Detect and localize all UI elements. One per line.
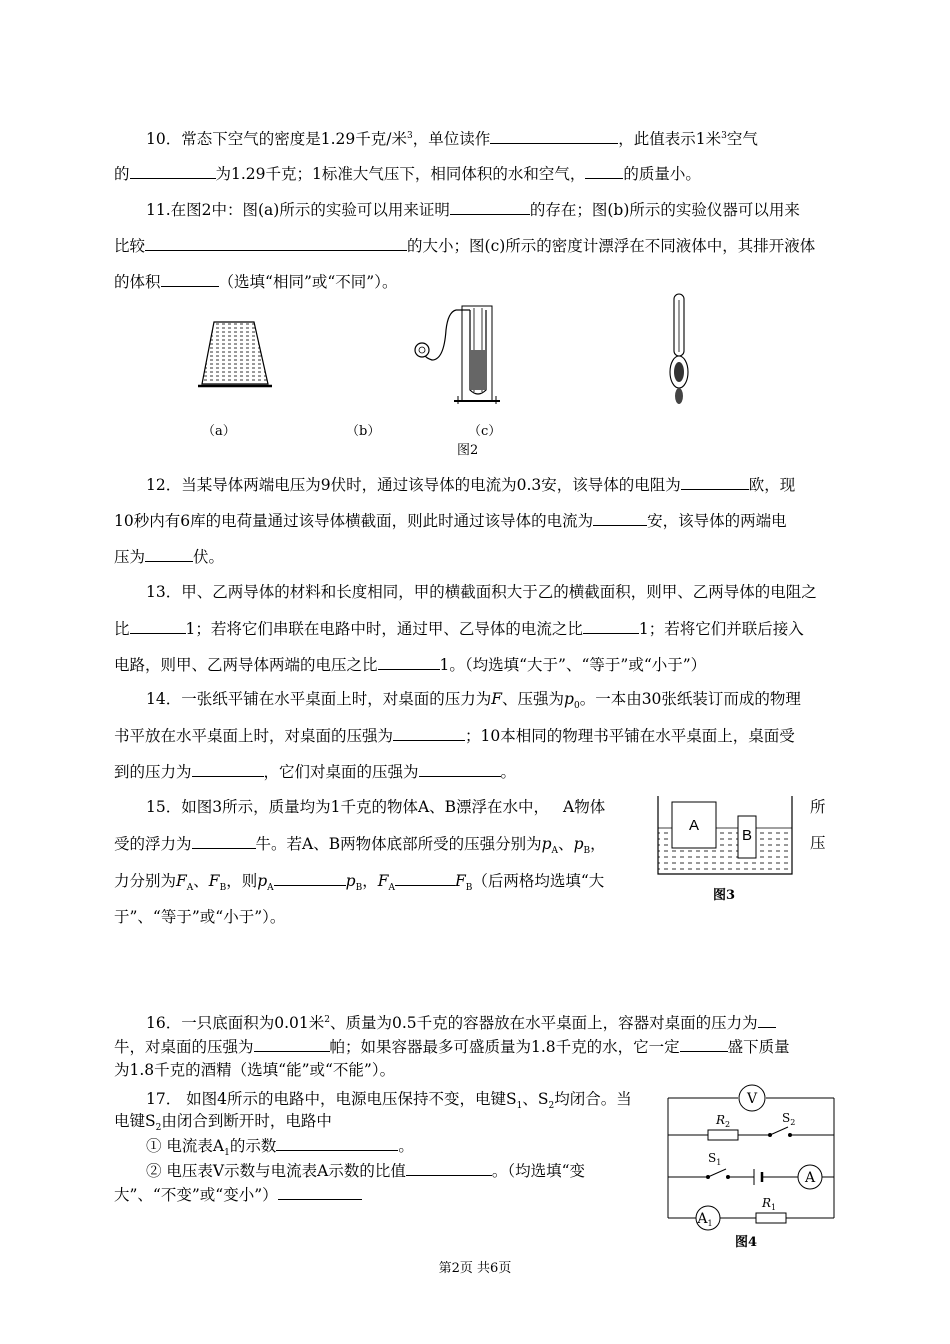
q17-line5: 大”、“不变”或“变小”） [114, 1184, 362, 1205]
answer-blank[interactable] [393, 725, 465, 741]
answer-blank[interactable] [406, 1160, 492, 1176]
s2-label: $S_2$ [782, 1111, 796, 1127]
q13-line3: 电路，则甲、乙两导体两端的电压之比 1。（均选填“大于”、“等于”或“小于”） [114, 656, 707, 674]
s1-label: $S_1$ [708, 1151, 722, 1167]
q12-line3: 压为 伏。 [114, 548, 225, 566]
answer-blank[interactable] [192, 833, 256, 849]
answer-blank[interactable] [130, 618, 186, 634]
answer-blank[interactable] [278, 1184, 362, 1200]
q14-line3: 到的压力为 ，它们对桌面的压强为 。 [114, 763, 517, 781]
q10-line2: 的 为1.29千克；1标准大气压下，相同体积的水和空气， 的质量小。 [114, 165, 701, 183]
q17-line2: 电键$S_2$由闭合到断开时，电路中 [114, 1112, 332, 1134]
figure-3-container [656, 794, 796, 878]
answer-blank[interactable] [145, 546, 193, 562]
q16-line1: 16．一只底面积为0.01米$^2$、质量为0.5千克的容器放在水平桌面上，容器对桌面的压力为 [146, 1012, 776, 1033]
figure-2b-manometer [410, 300, 520, 410]
answer-blank[interactable] [130, 163, 216, 179]
voltmeter-label: V [746, 1091, 758, 1107]
answer-blank[interactable] [161, 271, 219, 287]
q10-line1: 10．常态下空气的密度是1.29千克/米$^3$，单位读作 ，此值表示1米$^3$空气 [146, 130, 758, 148]
q13-line2: 比 1；若将它们串联在电路中时，通过甲、乙导体的电流之比 1；若将它们并联后接入 [114, 620, 804, 638]
q17-line4: ② 电压表V示数与电流表A示数的比值 。（均选填“变 [146, 1162, 586, 1180]
answer-blank[interactable] [254, 1036, 330, 1052]
q11-line2: 比较 的大小；图(c)所示的密度计漂浮在不同液体中，其排开液体 [114, 237, 816, 255]
q15-line1: 15．如图3所示，质量均为1千克的物体A、B漂浮在水中， A物体 [146, 798, 606, 816]
q16-line3: 为1.8千克的酒精（选填“能”或“不能”）。 [114, 1061, 396, 1079]
answer-blank[interactable] [276, 1135, 398, 1151]
fig3-label-a: A [688, 817, 700, 834]
fig4-title: 图4 [735, 1235, 758, 1250]
answer-blank[interactable] [583, 618, 639, 634]
answer-blank[interactable] [490, 128, 618, 144]
answer-blank[interactable] [145, 235, 407, 251]
q12-line1: 12．当某导体两端电压为9伏时，通过该导体的电流为0.3安，该导体的电阻为 欧，现 [146, 476, 796, 494]
answer-blank[interactable] [585, 163, 623, 179]
q13-line1: 13．甲、乙两导体的材料和长度相同，甲的横截面积大于乙的横截面积，则甲、乙两导体的电阻之 [146, 583, 817, 601]
answer-blank[interactable] [758, 1012, 776, 1028]
fig2-label-c: （c） [468, 424, 502, 439]
answer-blank[interactable] [450, 199, 530, 215]
q15-line4: 于”、“等于”或“小于”）。 [114, 908, 286, 926]
q15-line1-end: 所 [810, 798, 826, 816]
figure-2c-densimeter [664, 292, 694, 410]
fig2-label-b: （b） [346, 424, 381, 439]
q15-line2: 受的浮力为 牛。若A、B两物体底部所受的压强分别为$p_A$、$p_B$， [114, 835, 606, 857]
q11-line3: 的体积 （选填“相同”或“不同”）。 [114, 273, 398, 291]
answer-blank[interactable] [681, 474, 749, 490]
r1-label: $R_1$ [762, 1196, 777, 1212]
answer-blank[interactable] [274, 870, 346, 886]
ammeter-label: A [804, 1170, 816, 1186]
answer-blank[interactable] [419, 761, 501, 777]
q17-line3: ① 电流表$A_1$的示数 。 [146, 1137, 414, 1159]
q15-line3: 力分别为$F_A$、$F_B$，则$p_A$ $p_B$，$F_A$ $F_B$（后两格均选填“大 [114, 872, 605, 894]
figure-2a-container [198, 318, 278, 390]
answer-blank[interactable] [192, 761, 264, 777]
answer-blank[interactable] [593, 510, 647, 526]
fig3-title: 图3 [713, 888, 736, 903]
q17-line1: 17． 如图4所示的电路中，电源电压保持不变，电键$S_1$、$S_2$均闭合。当 [146, 1090, 632, 1112]
figure-4-circuit [662, 1080, 842, 1230]
answer-blank[interactable] [680, 1036, 728, 1052]
fig3-label-b: B [741, 827, 753, 844]
q12-line2: 10秒内有6库的电荷量通过该导体横截面，则此时通过该导体的电流为 安，该导体的两端电 [114, 512, 787, 530]
fig2-title: 图2 [457, 443, 479, 458]
q14-line2: 书平放在水平桌面上时，对桌面的压强为 ；10本相同的物理书平铺在水平桌面上，桌面受 [114, 727, 795, 745]
fig2-label-a: （a） [202, 424, 236, 439]
answer-blank[interactable] [395, 870, 455, 886]
ammeter-a1-label: $A_1$ [697, 1211, 713, 1228]
answer-blank[interactable] [378, 654, 440, 670]
q16-line2: 牛，对桌面的压强为 帕；如果容器最多可盛质量为1.8千克的水，它一定 盛下质量 [114, 1038, 790, 1056]
q15-line2-end: 压 [810, 834, 826, 852]
r2-label: $R_2$ [716, 1113, 731, 1129]
q14-line1: 14．一张纸平铺在水平桌面上时，对桌面的压力为F、压强为$p_0$。一本由30张纸装订而成的物理 [146, 690, 801, 712]
page-footer: 第2页 共6页 [438, 1261, 512, 1276]
q11-line1: 11.在图2中：图(a)所示的实验可以用来证明 的存在；图(b)所示的实验仪器可以用来 [146, 201, 800, 219]
